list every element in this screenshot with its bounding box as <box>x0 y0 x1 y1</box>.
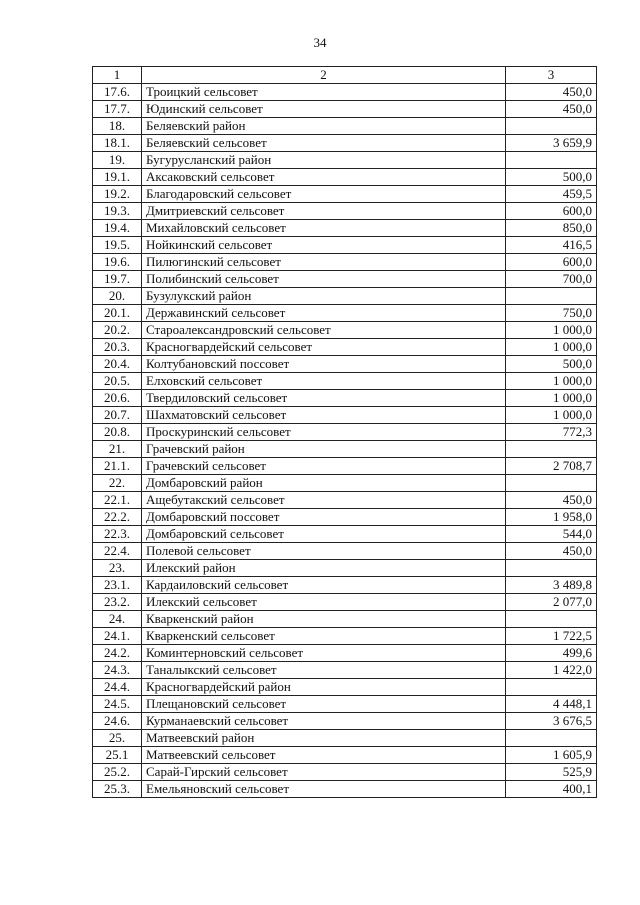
table-row <box>93 594 597 611</box>
row-number: 22.2. <box>93 509 142 526</box>
row-value <box>506 118 597 135</box>
table-row <box>93 526 597 543</box>
table-body <box>93 67 597 798</box>
row-name: Илекский сельсовет <box>142 594 506 611</box>
row-value: 1 000,0 <box>506 322 597 339</box>
row-name: Полибинский сельсовет <box>142 271 506 288</box>
row-value <box>506 152 597 169</box>
row-name: Домбаровский район <box>142 475 506 492</box>
row-name: Твердиловский сельсовет <box>142 390 506 407</box>
row-name: Пилюгинский сельсовет <box>142 254 506 271</box>
row-name: Кваркенский сельсовет <box>142 628 506 645</box>
row-value: 3 659,9 <box>506 135 597 152</box>
row-name: Красногвардейский район <box>142 679 506 696</box>
row-value <box>506 288 597 305</box>
table-row <box>93 220 597 237</box>
row-number: 23.1. <box>93 577 142 594</box>
row-value: 772,3 <box>506 424 597 441</box>
row-value: 1 000,0 <box>506 339 597 356</box>
row-value <box>506 679 597 696</box>
row-number: 25.3. <box>93 781 142 798</box>
row-value: 400,1 <box>506 781 597 798</box>
table-row <box>93 696 597 713</box>
table-row <box>93 492 597 509</box>
table-row <box>93 356 597 373</box>
row-number: 21.1. <box>93 458 142 475</box>
table-row <box>93 730 597 747</box>
table-row <box>93 101 597 118</box>
table-row <box>93 118 597 135</box>
table-row <box>93 237 597 254</box>
row-name: Домбаровский поссовет <box>142 509 506 526</box>
row-number: 22. <box>93 475 142 492</box>
row-name: Кардаиловский сельсовет <box>142 577 506 594</box>
table-row <box>93 458 597 475</box>
row-value: 2 077,0 <box>506 594 597 611</box>
row-name: Державинский сельсовет <box>142 305 506 322</box>
row-value: 700,0 <box>506 271 597 288</box>
table-row <box>93 713 597 730</box>
row-number: 18. <box>93 118 142 135</box>
row-value: 4 448,1 <box>506 696 597 713</box>
row-value: 600,0 <box>506 254 597 271</box>
row-value: 600,0 <box>506 203 597 220</box>
row-number: 25. <box>93 730 142 747</box>
row-number: 18.1. <box>93 135 142 152</box>
row-number: 24.6. <box>93 713 142 730</box>
table-row <box>93 152 597 169</box>
row-number: 24.3. <box>93 662 142 679</box>
row-value: 450,0 <box>506 84 597 101</box>
row-number: 20.3. <box>93 339 142 356</box>
table-header-row <box>93 67 597 84</box>
table-row <box>93 186 597 203</box>
row-number: 20.7. <box>93 407 142 424</box>
row-number: 20.2. <box>93 322 142 339</box>
row-number: 25.2. <box>93 764 142 781</box>
row-value: 1 605,9 <box>506 747 597 764</box>
row-value: 1 000,0 <box>506 390 597 407</box>
row-name: Грачевский район <box>142 441 506 458</box>
row-number: 20.5. <box>93 373 142 390</box>
row-value: 3 676,5 <box>506 713 597 730</box>
row-name: Староалександровский сельсовет <box>142 322 506 339</box>
table-row <box>93 679 597 696</box>
row-name: Грачевский сельсовет <box>142 458 506 475</box>
table-row <box>93 747 597 764</box>
row-name: Полевой сельсовет <box>142 543 506 560</box>
row-number: 20.8. <box>93 424 142 441</box>
row-value: 450,0 <box>506 543 597 560</box>
row-name: Сарай-Гирский сельсовет <box>142 764 506 781</box>
row-number: 19.7. <box>93 271 142 288</box>
table-row <box>93 628 597 645</box>
table-row <box>93 645 597 662</box>
row-value <box>506 730 597 747</box>
row-value: 416,5 <box>506 237 597 254</box>
row-number: 24.4. <box>93 679 142 696</box>
table-row <box>93 169 597 186</box>
row-name: Таналыкский сельсовет <box>142 662 506 679</box>
table-row <box>93 662 597 679</box>
row-value: 1 000,0 <box>506 407 597 424</box>
row-name: Красногвардейский сельсовет <box>142 339 506 356</box>
row-name: Бугурусланский район <box>142 152 506 169</box>
row-name: Курманаевский сельсовет <box>142 713 506 730</box>
row-name: Емельяновский сельсовет <box>142 781 506 798</box>
row-value: 850,0 <box>506 220 597 237</box>
row-name: Ащебутакский сельсовет <box>142 492 506 509</box>
row-name: Илекский район <box>142 560 506 577</box>
row-name: Домбаровский сельсовет <box>142 526 506 543</box>
row-number: 19.3. <box>93 203 142 220</box>
row-name: Кваркенский район <box>142 611 506 628</box>
table-row <box>93 84 597 101</box>
row-value: 500,0 <box>506 356 597 373</box>
row-value <box>506 611 597 628</box>
row-name: Аксаковский сельсовет <box>142 169 506 186</box>
row-name: Дмитриевский сельсовет <box>142 203 506 220</box>
row-number: 22.4. <box>93 543 142 560</box>
row-value: 500,0 <box>506 169 597 186</box>
row-number: 20. <box>93 288 142 305</box>
row-number: 21. <box>93 441 142 458</box>
table-row <box>93 390 597 407</box>
row-number: 19. <box>93 152 142 169</box>
row-name: Плещановский сельсовет <box>142 696 506 713</box>
row-name: Матвеевский сельсовет <box>142 747 506 764</box>
row-number: 19.5. <box>93 237 142 254</box>
allocation-table <box>92 66 597 798</box>
table-row <box>93 781 597 798</box>
header-col-2: 2 <box>142 67 506 84</box>
page-number: 34 <box>313 35 327 50</box>
row-value: 750,0 <box>506 305 597 322</box>
row-value: 450,0 <box>506 101 597 118</box>
row-number: 24.5. <box>93 696 142 713</box>
row-name: Бузулукский район <box>142 288 506 305</box>
row-value <box>506 441 597 458</box>
row-name: Юдинский сельсовет <box>142 101 506 118</box>
row-number: 22.1. <box>93 492 142 509</box>
table-row <box>93 271 597 288</box>
table-row <box>93 560 597 577</box>
table-row <box>93 203 597 220</box>
row-number: 25.1 <box>93 747 142 764</box>
table-row <box>93 424 597 441</box>
row-number: 20.6. <box>93 390 142 407</box>
table-row <box>93 135 597 152</box>
row-number: 24.1. <box>93 628 142 645</box>
row-name: Матвеевский район <box>142 730 506 747</box>
table-row <box>93 254 597 271</box>
row-number: 19.2. <box>93 186 142 203</box>
row-value: 499,6 <box>506 645 597 662</box>
row-value: 1 722,5 <box>506 628 597 645</box>
row-name: Елховский сельсовет <box>142 373 506 390</box>
table-row <box>93 407 597 424</box>
row-value: 3 489,8 <box>506 577 597 594</box>
row-number: 23.2. <box>93 594 142 611</box>
row-value: 1 422,0 <box>506 662 597 679</box>
table-row <box>93 611 597 628</box>
row-number: 20.1. <box>93 305 142 322</box>
row-value: 1 000,0 <box>506 373 597 390</box>
row-value: 544,0 <box>506 526 597 543</box>
row-number: 20.4. <box>93 356 142 373</box>
table-row <box>93 322 597 339</box>
table-row <box>93 764 597 781</box>
row-value <box>506 475 597 492</box>
row-number: 19.4. <box>93 220 142 237</box>
row-number: 17.7. <box>93 101 142 118</box>
table-row <box>93 543 597 560</box>
row-name: Троицкий сельсовет <box>142 84 506 101</box>
row-name: Беляевский сельсовет <box>142 135 506 152</box>
row-name: Шахматовский сельсовет <box>142 407 506 424</box>
row-number: 17.6. <box>93 84 142 101</box>
table-row <box>93 509 597 526</box>
header-col-3: 3 <box>506 67 597 84</box>
row-number: 19.1. <box>93 169 142 186</box>
row-value: 1 958,0 <box>506 509 597 526</box>
table-row <box>93 288 597 305</box>
row-value <box>506 560 597 577</box>
row-number: 24. <box>93 611 142 628</box>
row-name: Благодаровский сельсовет <box>142 186 506 203</box>
row-value: 459,5 <box>506 186 597 203</box>
row-number: 22.3. <box>93 526 142 543</box>
row-value: 2 708,7 <box>506 458 597 475</box>
table-row <box>93 441 597 458</box>
row-name: Коминтерновский сельсовет <box>142 645 506 662</box>
row-value: 450,0 <box>506 492 597 509</box>
header-col-1: 1 <box>93 67 142 84</box>
row-number: 19.6. <box>93 254 142 271</box>
row-name: Проскуринский сельсовет <box>142 424 506 441</box>
table-row <box>93 475 597 492</box>
row-name: Нойкинский сельсовет <box>142 237 506 254</box>
table-row <box>93 305 597 322</box>
row-name: Михайловский сельсовет <box>142 220 506 237</box>
row-name: Беляевский район <box>142 118 506 135</box>
row-number: 24.2. <box>93 645 142 662</box>
table-row <box>93 373 597 390</box>
table-row <box>93 339 597 356</box>
table-row <box>93 577 597 594</box>
row-name: Колтубановский поссовет <box>142 356 506 373</box>
row-number: 23. <box>93 560 142 577</box>
row-value: 525,9 <box>506 764 597 781</box>
